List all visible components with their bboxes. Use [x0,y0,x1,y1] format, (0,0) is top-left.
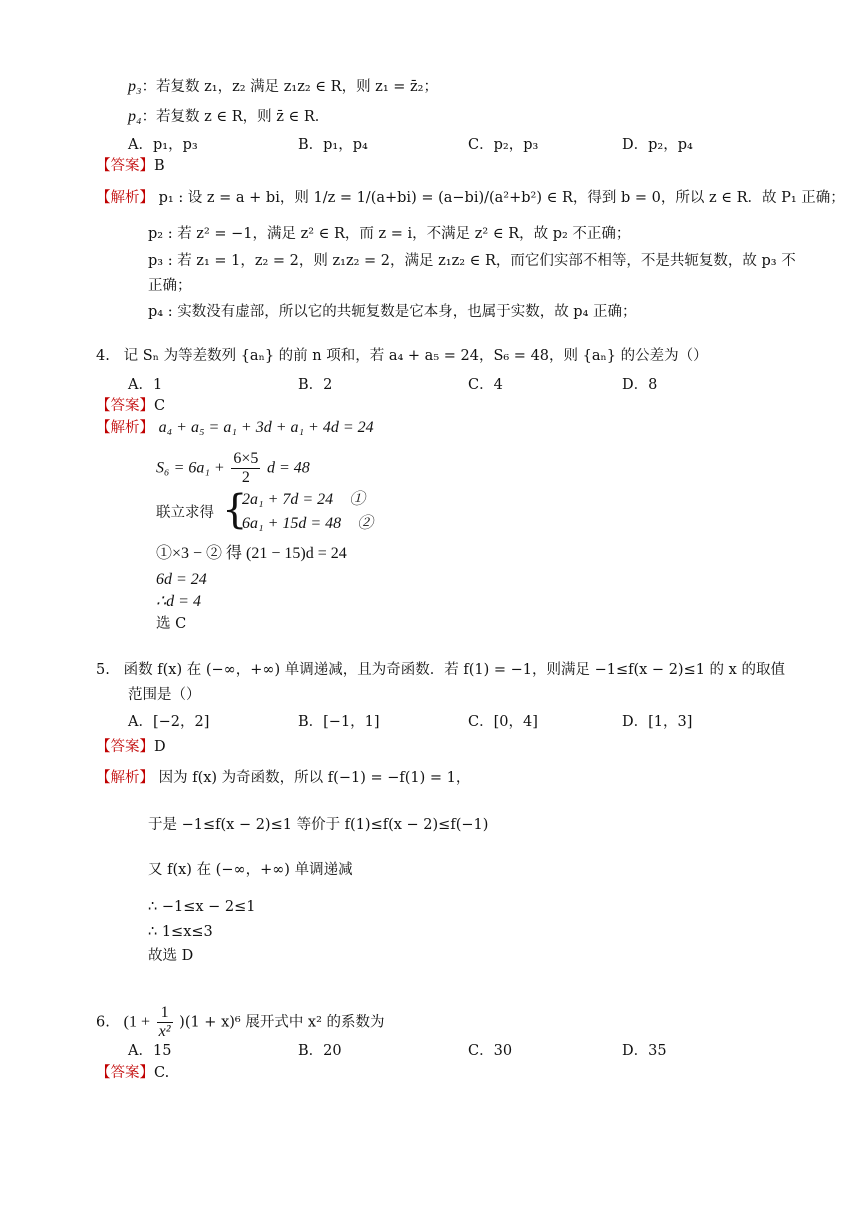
q6-stem: 6. (1 + $\frac{1}{\text{x²}}$ )(1 + x)⁶ 展开式中 x² 的系数为 [96,1004,385,1040]
q6-answer: 【答案】C. [96,1065,170,1081]
q6-option-a: A．15 [128,1043,172,1059]
q4-system-eq-2: 6a₁ + 15d = 48 ② [242,515,374,532]
q3-p3-statement: p₃：若复数 z₁，z₂ 满足 z₁z₂ ∈ R，则 z₁ = z̄₂； [128,78,438,95]
q5-option-b: B．[−1，1] [298,714,380,730]
q3-analysis-line-1: 【解析】 p₁ : 设 z = a + bi，则 1/z = 1/(a+bi) = (a−bi)/(a²+b²) ∈ R，得到 b = 0，所以 z ∈ R．故 P₁ 正确； [96,190,845,206]
analysis-tag: 【解析】 [96,420,154,436]
q3-option-c: C．p₂，p₃ [468,137,539,153]
answer-tag: 【答案】 [96,1065,154,1081]
q3-analysis-line-3: p₃ : 若 z₁ = 1，z₂ = 2，则 z₁z₂ = 2，满足 z₁z₂ ∈ R，而它们实部不相等，不是共轭复数，故 p₃ 不 [148,253,796,269]
q4-system-eq-1: 2a₁ + 7d = 24 ① [242,491,366,508]
analysis-tag: 【解析】 [96,770,154,786]
q4-stem: 4. 记 Sₙ 为等差数列 {aₙ} 的前 n 项和，若 a₄ + a₅ = 24，S₆ = 48，则 {aₙ} 的公差为（） [96,348,708,364]
q4-analysis-step-1: 【解析】 a₄ + a₅ = a₁ + 3d + a₁ + 4d = 24 [96,419,374,436]
q3-option-d: D．p₂，p₄ [622,137,693,153]
q5-answer: 【答案】D [96,739,166,755]
q4-option-c: C．4 [468,377,503,393]
q3-option-b: B．p₁，p₄ [298,137,368,153]
q4-analysis-step-4: 6d = 24 [156,571,207,588]
q5-analysis-line-5: ∴ 1≤x≤3 [148,924,213,940]
q6-option-d: D．35 [622,1043,667,1059]
fraction: $\frac{6\times 5}{2}$ [233,450,259,486]
q5-stem-line-1: 5. 函数 f(x) 在 (−∞，+∞) 单调递减，且为奇函数．若 f(1) = −1，则满足 −1≤f(x − 2)≤1 的 x 的取值 [96,662,785,678]
q6-option-c: C．30 [468,1043,513,1059]
fraction: $\frac{1}{\text{x²}}$ [158,1004,171,1040]
answer-tag: 【答案】 [96,158,154,174]
q4-system-label: 联立求得 [156,505,214,521]
question-number: 4. [96,348,110,364]
q5-analysis-line-3: 又 f(x) 在 (−∞，+∞) 单调递减 [148,862,353,878]
q4-option-d: D．8 [622,377,658,393]
q3-analysis-line-5: p₄ : 实数没有虚部，所以它的共轭复数是它本身，也属于实数，故 p₄ 正确； [148,304,637,320]
q4-conclusion: 选 C [156,616,187,632]
q5-analysis-line-1: 【解析】 因为 f(x) 为奇函数，所以 f(−1) = −f(1) = 1， [96,770,471,786]
q3-analysis-line-4: 正确； [148,278,192,294]
analysis-tag: 【解析】 [96,190,154,206]
q5-option-c: C．[0，4] [468,714,538,730]
q4-analysis-step-3: ①×3 − ② 得 (21 − 15)d = 24 [156,545,347,562]
question-number: 6. [96,1014,110,1031]
q5-analysis-line-2: 于是 −1≤f(x − 2)≤1 等价于 f(1)≤f(x − 2)≤f(−1) [148,817,489,833]
q5-option-d: D．[1，3] [622,714,693,730]
q3-analysis-line-2: p₂ : 若 z² = −1，满足 z² ∈ R，而 z = i，不满足 z² ∈ R，故 p₂ 不正确； [148,226,631,242]
q4-answer: 【答案】C [96,398,166,414]
q5-option-a: A．[−2，2] [128,714,210,730]
system-brace: { [222,487,248,533]
q4-analysis-step-2: S₆ = 6a₁ + $\frac{6\times 5}{2}$ d = 48 [156,450,310,486]
q6-option-b: B．20 [298,1043,342,1059]
q4-analysis-step-5: ∴d = 4 [156,593,201,610]
q3-answer: 【答案】B [96,158,165,174]
q3-option-a: A．p₁，p₃ [128,137,198,153]
answer-tag: 【答案】 [96,739,154,755]
question-number: 5. [96,662,110,678]
q5-conclusion: 故选 D [148,948,194,964]
q3-p4-statement: p₄：若复数 z ∈ R，则 z̄ ∈ R． [128,108,330,125]
q5-analysis-line-4: ∴ −1≤x − 2≤1 [148,899,256,915]
q5-stem-line-2: 范围是（） [128,687,201,703]
answer-tag: 【答案】 [96,398,154,414]
q4-option-b: B．2 [298,377,333,393]
q4-option-a: A．1 [128,377,163,393]
